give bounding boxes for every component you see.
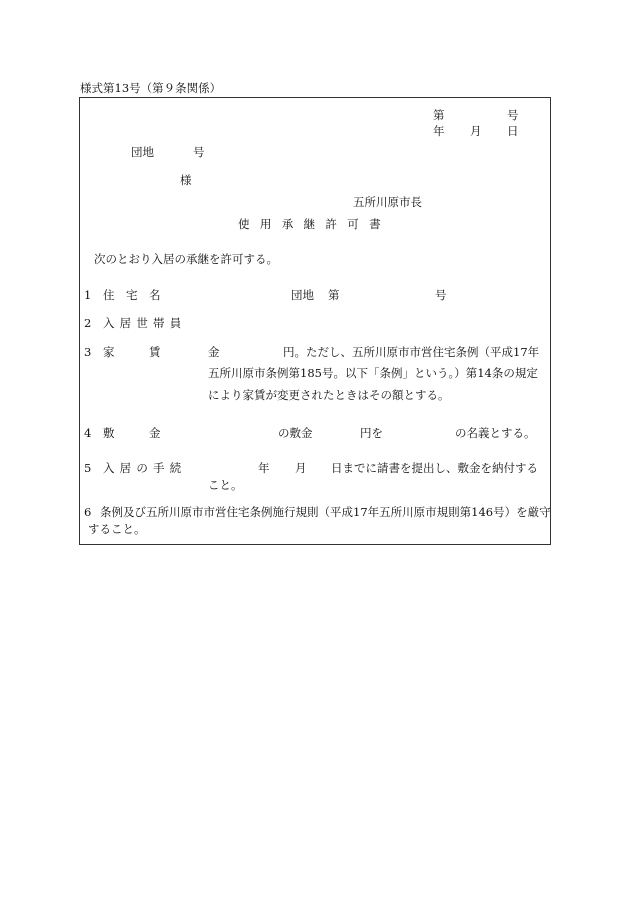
item-6-cont: すること。 — [88, 522, 146, 536]
form-label: 様式第13号（第９条関係） — [80, 81, 222, 95]
date-day: 日 — [507, 124, 519, 138]
item-1-danchi: 団地 — [291, 288, 314, 302]
item-6-text: 条例及び五所川原市市営住宅条例施行規則（平成17年五所川原市規則第146号）を厳守 — [100, 505, 551, 519]
item-5-nen: 年 — [258, 461, 270, 475]
item-3-number: 3 — [84, 345, 92, 359]
item-3-line-3: により家賃が変更されたときはその額とする。 — [208, 388, 450, 402]
addressee-danchi: 団地 — [131, 145, 154, 159]
item-2-number: 2 — [84, 316, 92, 330]
addressee-go: 号 — [193, 145, 205, 159]
item-4-meigi: の名義とする。 — [455, 426, 536, 440]
issuer: 五所川原市長 — [353, 195, 422, 209]
item-4-number: 4 — [84, 426, 92, 440]
item-5-label: 入居の手続 — [103, 461, 187, 475]
doc-number-go: 号 — [507, 108, 519, 122]
addressee-sama: 様 — [180, 173, 192, 187]
item-1-dai: 第 — [328, 288, 340, 302]
item-5-cont: こと。 — [208, 478, 243, 492]
item-5-number: 5 — [84, 461, 92, 475]
item-2-label: 入居世帯員 — [103, 316, 187, 330]
item-6-number: 6 — [84, 505, 92, 519]
item-1-label: 住 宅 名 — [103, 288, 161, 302]
intro-text: 次のとおり入居の承継を許可する。 — [94, 252, 278, 266]
doc-number-dai: 第 — [433, 108, 445, 122]
item-1-go: 号 — [435, 288, 447, 302]
date-year: 年 — [433, 124, 445, 138]
item-3-label: 家 賃 — [103, 345, 161, 359]
item-3-line-1: 円。ただし、五所川原市市営住宅条例（平成17年 — [283, 345, 540, 359]
item-5-tsuki: 月 — [295, 461, 307, 475]
date-month: 月 — [470, 124, 482, 138]
item-1-number: 1 — [84, 288, 92, 302]
item-3-line-2: 五所川原市条例第185号。以下「条例」という。）第14条の規定 — [208, 366, 538, 380]
item-4-label: 敷 金 — [103, 426, 161, 440]
item-5-rest: 日までに請書を提出し、敷金を納付する — [331, 461, 538, 475]
item-3-kin: 金 — [208, 345, 220, 359]
item-4-shikikin: の敷金 — [278, 426, 313, 440]
item-4-en-wo: 円を — [360, 426, 383, 440]
document-title: 使用承継許可書 — [238, 217, 391, 231]
